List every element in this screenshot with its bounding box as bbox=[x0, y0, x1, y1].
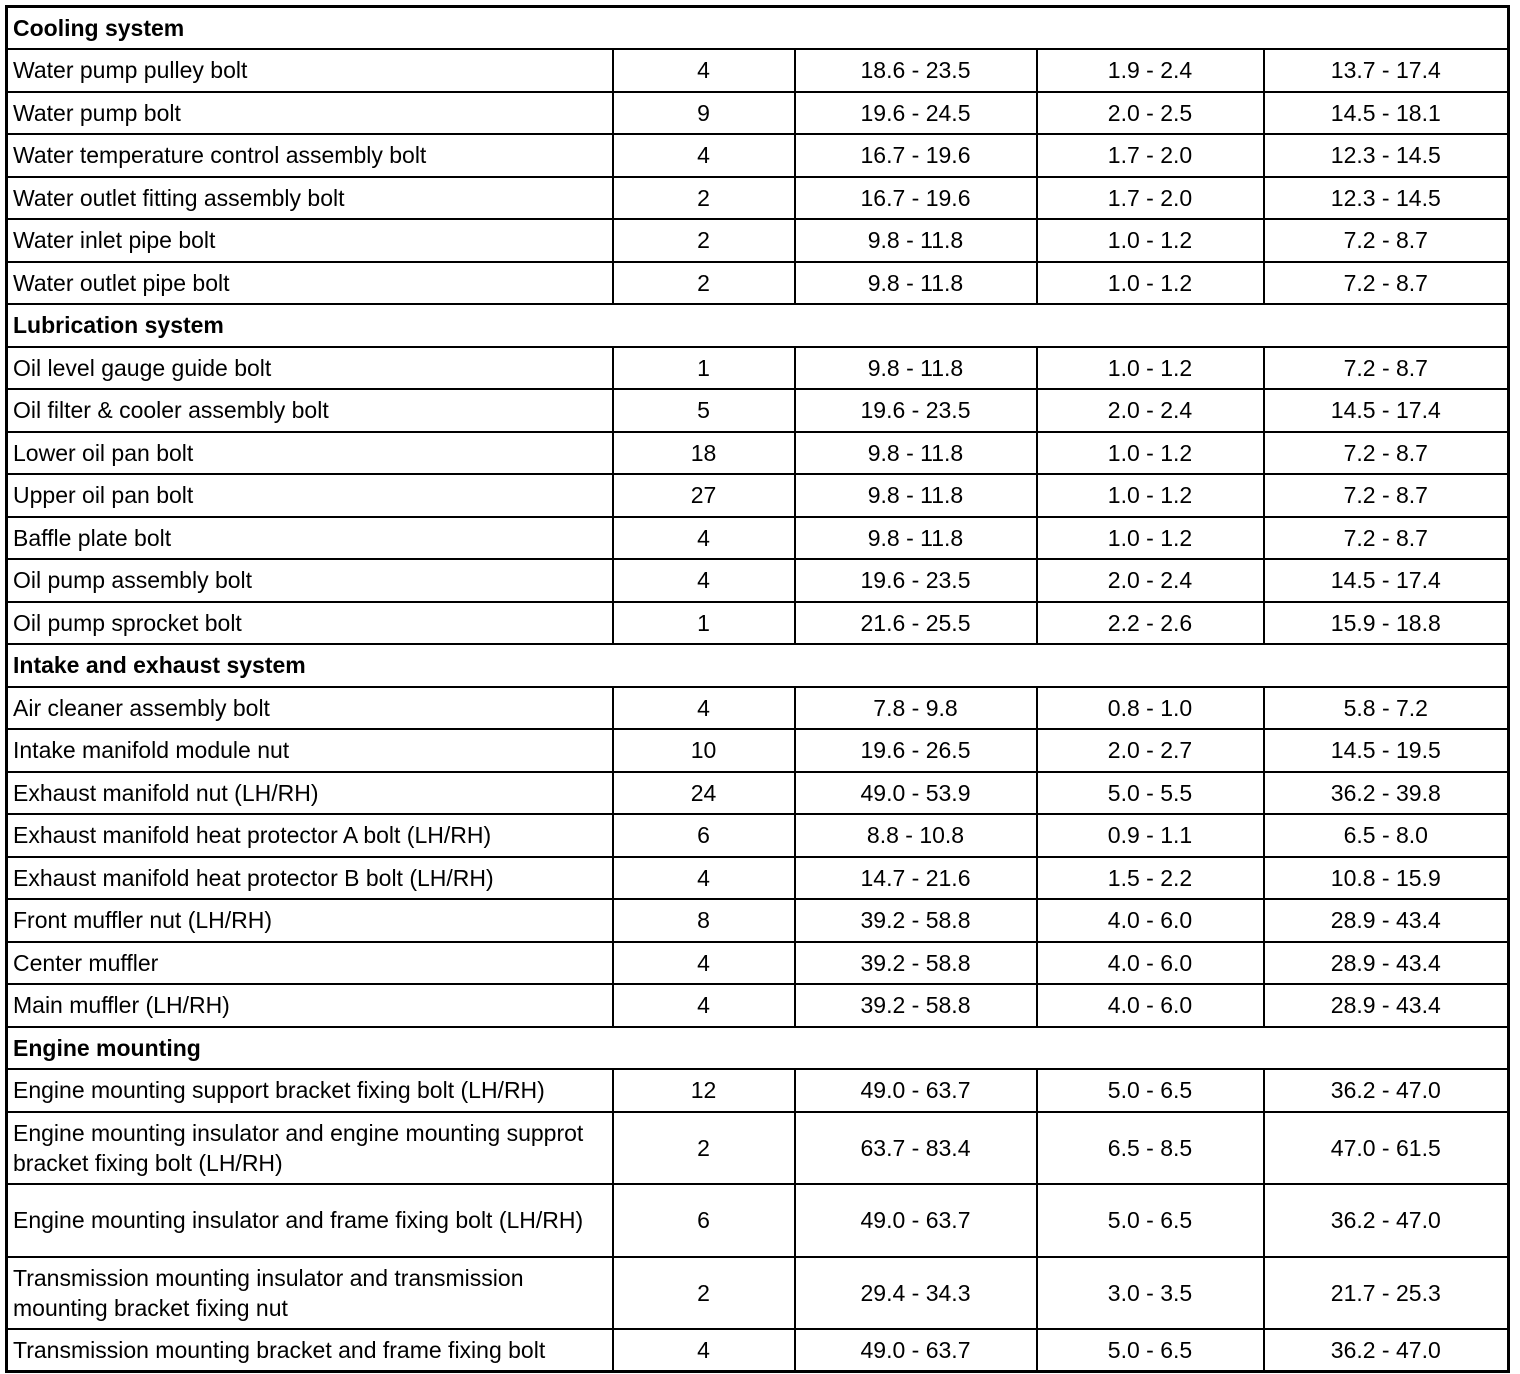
item-cell: Oil level gauge guide bolt bbox=[7, 347, 613, 390]
torque-kgfm-cell: 5.0 - 6.5 bbox=[1037, 1184, 1264, 1257]
torque-lbfft-cell: 13.7 - 17.4 bbox=[1264, 49, 1509, 92]
torque-lbfft-cell: 36.2 - 47.0 bbox=[1264, 1329, 1509, 1372]
torque-lbfft-cell: 7.2 - 8.7 bbox=[1264, 432, 1509, 475]
torque-nm-cell: 19.6 - 23.5 bbox=[795, 559, 1037, 602]
torque-kgfm-cell: 2.0 - 2.4 bbox=[1037, 389, 1264, 432]
torque-lbfft-cell: 10.8 - 15.9 bbox=[1264, 857, 1509, 900]
table-row bbox=[7, 347, 1509, 390]
table-row bbox=[7, 1112, 1509, 1185]
torque-lbfft-cell: 7.2 - 8.7 bbox=[1264, 517, 1509, 560]
torque-lbfft-cell: 7.2 - 8.7 bbox=[1264, 347, 1509, 390]
quantity-cell: 2 bbox=[613, 262, 795, 305]
torque-nm-cell: 14.7 - 21.6 bbox=[795, 857, 1037, 900]
torque-lbfft-cell: 15.9 - 18.8 bbox=[1264, 602, 1509, 645]
section-title: Engine mounting bbox=[7, 1027, 1509, 1070]
section-header-row bbox=[7, 644, 1509, 687]
item-cell: Center muffler bbox=[7, 942, 613, 985]
torque-lbfft-cell: 7.2 - 8.7 bbox=[1264, 262, 1509, 305]
item-cell: Water temperature control assembly bolt bbox=[7, 134, 613, 177]
torque-kgfm-cell: 5.0 - 5.5 bbox=[1037, 772, 1264, 815]
torque-kgfm-cell: 5.0 - 6.5 bbox=[1037, 1329, 1264, 1372]
torque-kgfm-cell: 1.7 - 2.0 bbox=[1037, 177, 1264, 220]
torque-nm-cell: 49.0 - 63.7 bbox=[795, 1069, 1037, 1112]
torque-lbfft-cell: 21.7 - 25.3 bbox=[1264, 1257, 1509, 1330]
item-cell: Engine mounting insulator and frame fixing bolt (LH/RH) bbox=[7, 1184, 613, 1257]
table-row bbox=[7, 389, 1509, 432]
item-cell: Water pump bolt bbox=[7, 92, 613, 135]
item-cell: Water outlet pipe bolt bbox=[7, 262, 613, 305]
torque-kgfm-cell: 5.0 - 6.5 bbox=[1037, 1069, 1264, 1112]
quantity-cell: 4 bbox=[613, 49, 795, 92]
torque-nm-cell: 21.6 - 25.5 bbox=[795, 602, 1037, 645]
torque-nm-cell: 49.0 - 63.7 bbox=[795, 1329, 1037, 1372]
torque-nm-cell: 9.8 - 11.8 bbox=[795, 517, 1037, 560]
item-cell: Exhaust manifold heat protector A bolt (LH/RH) bbox=[7, 814, 613, 857]
table-row bbox=[7, 602, 1509, 645]
quantity-cell: 4 bbox=[613, 857, 795, 900]
item-cell: Engine mounting support bracket fixing bolt (LH/RH) bbox=[7, 1069, 613, 1112]
torque-kgfm-cell: 4.0 - 6.0 bbox=[1037, 984, 1264, 1027]
quantity-cell: 4 bbox=[613, 984, 795, 1027]
item-cell: Transmission mounting bracket and frame fixing bolt bbox=[7, 1329, 613, 1372]
item-cell: Front muffler nut (LH/RH) bbox=[7, 899, 613, 942]
torque-lbfft-cell: 6.5 - 8.0 bbox=[1264, 814, 1509, 857]
table-row bbox=[7, 262, 1509, 305]
torque-nm-cell: 49.0 - 53.9 bbox=[795, 772, 1037, 815]
item-cell: Oil pump sprocket bolt bbox=[7, 602, 613, 645]
section-header-row bbox=[7, 1027, 1509, 1070]
item-cell: Intake manifold module nut bbox=[7, 729, 613, 772]
table-row bbox=[7, 1257, 1509, 1330]
torque-lbfft-cell: 47.0 - 61.5 bbox=[1264, 1112, 1509, 1185]
table-row bbox=[7, 1069, 1509, 1112]
table-row bbox=[7, 857, 1509, 900]
torque-kgfm-cell: 2.0 - 2.5 bbox=[1037, 92, 1264, 135]
quantity-cell: 5 bbox=[613, 389, 795, 432]
quantity-cell: 27 bbox=[613, 474, 795, 517]
quantity-cell: 8 bbox=[613, 899, 795, 942]
torque-nm-cell: 9.8 - 11.8 bbox=[795, 474, 1037, 517]
torque-spec-table bbox=[5, 5, 1510, 1373]
torque-lbfft-cell: 7.2 - 8.7 bbox=[1264, 474, 1509, 517]
quantity-cell: 6 bbox=[613, 1184, 795, 1257]
section-header-row bbox=[7, 7, 1509, 50]
torque-spec-body bbox=[7, 7, 1509, 1372]
torque-kgfm-cell: 1.5 - 2.2 bbox=[1037, 857, 1264, 900]
item-cell: Lower oil pan bolt bbox=[7, 432, 613, 475]
item-cell: Exhaust manifold nut (LH/RH) bbox=[7, 772, 613, 815]
torque-kgfm-cell: 1.9 - 2.4 bbox=[1037, 49, 1264, 92]
torque-lbfft-cell: 12.3 - 14.5 bbox=[1264, 177, 1509, 220]
torque-nm-cell: 49.0 - 63.7 bbox=[795, 1184, 1037, 1257]
torque-kgfm-cell: 1.0 - 1.2 bbox=[1037, 517, 1264, 560]
item-cell: Oil pump assembly bolt bbox=[7, 559, 613, 602]
quantity-cell: 4 bbox=[613, 687, 795, 730]
section-title: Lubrication system bbox=[7, 304, 1509, 347]
torque-nm-cell: 29.4 - 34.3 bbox=[795, 1257, 1037, 1330]
quantity-cell: 6 bbox=[613, 814, 795, 857]
torque-nm-cell: 8.8 - 10.8 bbox=[795, 814, 1037, 857]
table-row bbox=[7, 814, 1509, 857]
torque-nm-cell: 39.2 - 58.8 bbox=[795, 942, 1037, 985]
quantity-cell: 9 bbox=[613, 92, 795, 135]
torque-kgfm-cell: 1.7 - 2.0 bbox=[1037, 134, 1264, 177]
table-row bbox=[7, 899, 1509, 942]
table-row bbox=[7, 729, 1509, 772]
quantity-cell: 4 bbox=[613, 1329, 795, 1372]
torque-lbfft-cell: 36.2 - 39.8 bbox=[1264, 772, 1509, 815]
table-row bbox=[7, 1184, 1509, 1257]
item-cell: Air cleaner assembly bolt bbox=[7, 687, 613, 730]
torque-kgfm-cell: 1.0 - 1.2 bbox=[1037, 432, 1264, 475]
torque-nm-cell: 16.7 - 19.6 bbox=[795, 134, 1037, 177]
torque-nm-cell: 7.8 - 9.8 bbox=[795, 687, 1037, 730]
torque-kgfm-cell: 3.0 - 3.5 bbox=[1037, 1257, 1264, 1330]
torque-lbfft-cell: 14.5 - 18.1 bbox=[1264, 92, 1509, 135]
torque-nm-cell: 16.7 - 19.6 bbox=[795, 177, 1037, 220]
quantity-cell: 2 bbox=[613, 1112, 795, 1185]
table-row bbox=[7, 432, 1509, 475]
table-row bbox=[7, 559, 1509, 602]
item-cell: Water outlet fitting assembly bolt bbox=[7, 177, 613, 220]
torque-kgfm-cell: 6.5 - 8.5 bbox=[1037, 1112, 1264, 1185]
item-cell: Engine mounting insulator and engine mounting supprot bracket fixing bolt (LH/RH) bbox=[7, 1112, 613, 1185]
torque-kgfm-cell: 1.0 - 1.2 bbox=[1037, 474, 1264, 517]
table-row bbox=[7, 517, 1509, 560]
table-row bbox=[7, 219, 1509, 262]
torque-lbfft-cell: 14.5 - 17.4 bbox=[1264, 389, 1509, 432]
torque-lbfft-cell: 36.2 - 47.0 bbox=[1264, 1069, 1509, 1112]
torque-nm-cell: 19.6 - 23.5 bbox=[795, 389, 1037, 432]
quantity-cell: 10 bbox=[613, 729, 795, 772]
torque-lbfft-cell: 14.5 - 17.4 bbox=[1264, 559, 1509, 602]
torque-nm-cell: 9.8 - 11.8 bbox=[795, 432, 1037, 475]
torque-kgfm-cell: 4.0 - 6.0 bbox=[1037, 942, 1264, 985]
torque-lbfft-cell: 12.3 - 14.5 bbox=[1264, 134, 1509, 177]
torque-lbfft-cell: 7.2 - 8.7 bbox=[1264, 219, 1509, 262]
section-header-row bbox=[7, 304, 1509, 347]
quantity-cell: 4 bbox=[613, 942, 795, 985]
quantity-cell: 2 bbox=[613, 177, 795, 220]
item-cell: Water inlet pipe bolt bbox=[7, 219, 613, 262]
torque-nm-cell: 9.8 - 11.8 bbox=[795, 262, 1037, 305]
quantity-cell: 12 bbox=[613, 1069, 795, 1112]
table-row bbox=[7, 942, 1509, 985]
table-row bbox=[7, 134, 1509, 177]
item-cell: Upper oil pan bolt bbox=[7, 474, 613, 517]
torque-kgfm-cell: 1.0 - 1.2 bbox=[1037, 262, 1264, 305]
quantity-cell: 1 bbox=[613, 347, 795, 390]
torque-kgfm-cell: 0.9 - 1.1 bbox=[1037, 814, 1264, 857]
item-cell: Transmission mounting insulator and transmission mounting bracket fixing nut bbox=[7, 1257, 613, 1330]
quantity-cell: 4 bbox=[613, 517, 795, 560]
section-title: Intake and exhaust system bbox=[7, 644, 1509, 687]
torque-nm-cell: 39.2 - 58.8 bbox=[795, 984, 1037, 1027]
torque-kgfm-cell: 1.0 - 1.2 bbox=[1037, 347, 1264, 390]
torque-lbfft-cell: 36.2 - 47.0 bbox=[1264, 1184, 1509, 1257]
table-row bbox=[7, 92, 1509, 135]
torque-nm-cell: 63.7 - 83.4 bbox=[795, 1112, 1037, 1185]
table-row bbox=[7, 772, 1509, 815]
torque-lbfft-cell: 14.5 - 19.5 bbox=[1264, 729, 1509, 772]
item-cell: Main muffler (LH/RH) bbox=[7, 984, 613, 1027]
quantity-cell: 4 bbox=[613, 134, 795, 177]
torque-nm-cell: 9.8 - 11.8 bbox=[795, 347, 1037, 390]
torque-kgfm-cell: 2.0 - 2.4 bbox=[1037, 559, 1264, 602]
table-row bbox=[7, 984, 1509, 1027]
section-title: Cooling system bbox=[7, 7, 1509, 50]
torque-kgfm-cell: 0.8 - 1.0 bbox=[1037, 687, 1264, 730]
torque-nm-cell: 9.8 - 11.8 bbox=[795, 219, 1037, 262]
quantity-cell: 2 bbox=[613, 219, 795, 262]
torque-kgfm-cell: 4.0 - 6.0 bbox=[1037, 899, 1264, 942]
torque-lbfft-cell: 28.9 - 43.4 bbox=[1264, 942, 1509, 985]
quantity-cell: 2 bbox=[613, 1257, 795, 1330]
item-cell: Baffle plate bolt bbox=[7, 517, 613, 560]
torque-lbfft-cell: 28.9 - 43.4 bbox=[1264, 984, 1509, 1027]
torque-nm-cell: 19.6 - 24.5 bbox=[795, 92, 1037, 135]
item-cell: Exhaust manifold heat protector B bolt (LH/RH) bbox=[7, 857, 613, 900]
table-row bbox=[7, 177, 1509, 220]
torque-nm-cell: 18.6 - 23.5 bbox=[795, 49, 1037, 92]
torque-lbfft-cell: 5.8 - 7.2 bbox=[1264, 687, 1509, 730]
quantity-cell: 24 bbox=[613, 772, 795, 815]
quantity-cell: 1 bbox=[613, 602, 795, 645]
torque-kgfm-cell: 2.2 - 2.6 bbox=[1037, 602, 1264, 645]
torque-nm-cell: 39.2 - 58.8 bbox=[795, 899, 1037, 942]
table-row bbox=[7, 474, 1509, 517]
item-cell: Water pump pulley bolt bbox=[7, 49, 613, 92]
torque-lbfft-cell: 28.9 - 43.4 bbox=[1264, 899, 1509, 942]
table-row bbox=[7, 1329, 1509, 1372]
quantity-cell: 18 bbox=[613, 432, 795, 475]
table-row bbox=[7, 49, 1509, 92]
torque-kgfm-cell: 1.0 - 1.2 bbox=[1037, 219, 1264, 262]
quantity-cell: 4 bbox=[613, 559, 795, 602]
item-cell: Oil filter & cooler assembly bolt bbox=[7, 389, 613, 432]
table-row bbox=[7, 687, 1509, 730]
torque-kgfm-cell: 2.0 - 2.7 bbox=[1037, 729, 1264, 772]
torque-nm-cell: 19.6 - 26.5 bbox=[795, 729, 1037, 772]
